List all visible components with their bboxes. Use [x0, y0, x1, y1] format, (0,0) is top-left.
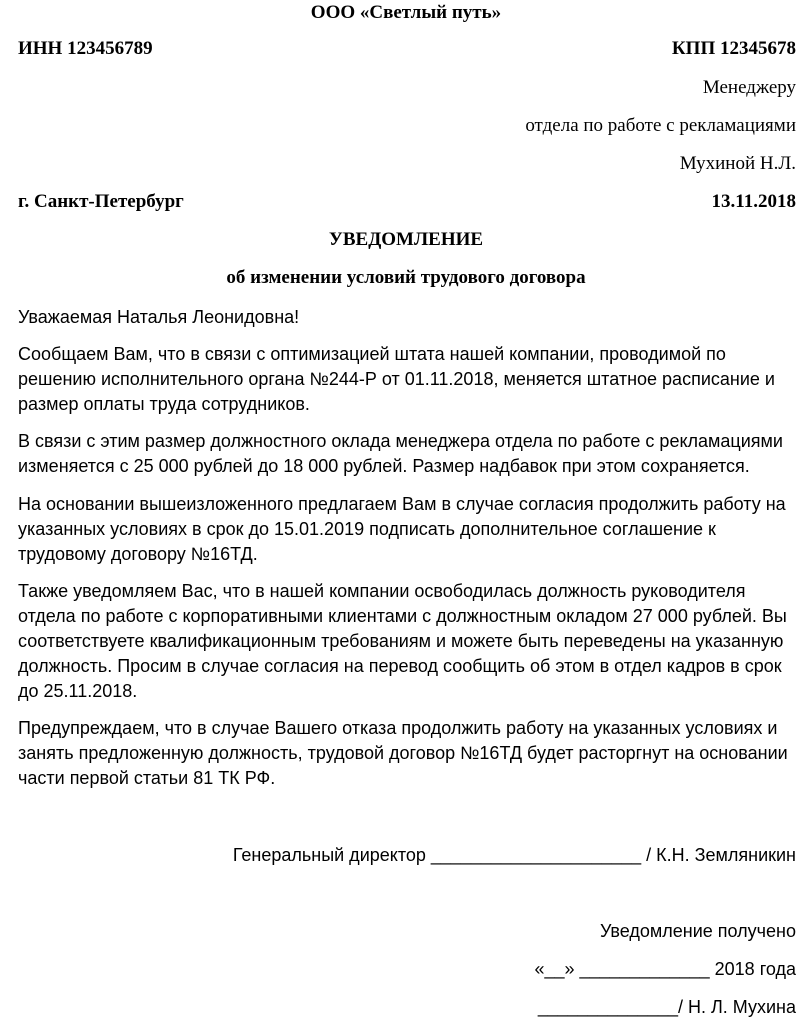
received-label: Уведомление получено: [599, 921, 796, 941]
document-subtitle: об изменении условий трудового договора: [226, 267, 586, 288]
recipient-department: отдела по работе с рекламациями: [525, 115, 796, 136]
director-signature: Генеральный директор _____________________ / К.Н. Земляникин: [232, 845, 796, 865]
recipient-name: Мухиной Н.Л.: [679, 153, 796, 174]
paragraph-3: На основании вышеизложенного предлагаем Вам в случае согласия продолжить работу на указанных условиях в срок до 15.01.2019 подписать дополнительное соглашение к трудовому договору №16ТД.: [18, 494, 786, 564]
recipient-position: Менеджеру: [702, 77, 796, 98]
company-name: ООО «Светлый путь»: [310, 2, 502, 23]
greeting: Уважаемая Наталья Леонидовна!: [18, 307, 300, 327]
paragraph-5: Предупреждаем, что в случае Вашего отказа продолжить работу на указанных условиях и занять предложенную должность, трудовой договор №16ТД будет расторгнут на основании части первой статьи 81 ТК РФ.: [18, 718, 788, 788]
paragraph-1: Сообщаем Вам, что в связи с оптимизацией штата нашей компании, проводимой по решению исполнительного органа №244-Р от 01.11.2018, меняется штатное расписание и размер оплаты труда сотрудников.: [18, 344, 775, 414]
document-title: УВЕДОМЛЕНИЕ: [328, 229, 484, 250]
kpp: КПП 12345678: [671, 38, 796, 59]
employee-signature: ______________/ Н. Л. Мухина: [537, 997, 796, 1017]
city: г. Санкт-Петербург: [18, 191, 184, 212]
paragraph-4: Также уведомляем Вас, что в нашей компании освободилась должность руководителя отдела по работе с корпоративными клиентами с должностным окладом 27 000 рублей. Вы соответствуете квалификационным требованиям и можете быть переведены на указанную должность. Просим в случае согласия на перевод сообщить об этом в отдел кадров в срок до 25.11.2018.: [18, 581, 787, 701]
received-date-line: «__» _____________ 2018 года: [534, 959, 796, 979]
inn: ИНН 123456789: [18, 38, 153, 59]
paragraph-2: В связи с этим размер должностного оклада менеджера отдела по работе с рекламациями изменяется с 25 000 рублей до 18 000 рублей. Размер надбавок при этом сохраняется.: [18, 431, 783, 476]
document-date: 13.11.2018: [711, 191, 796, 212]
